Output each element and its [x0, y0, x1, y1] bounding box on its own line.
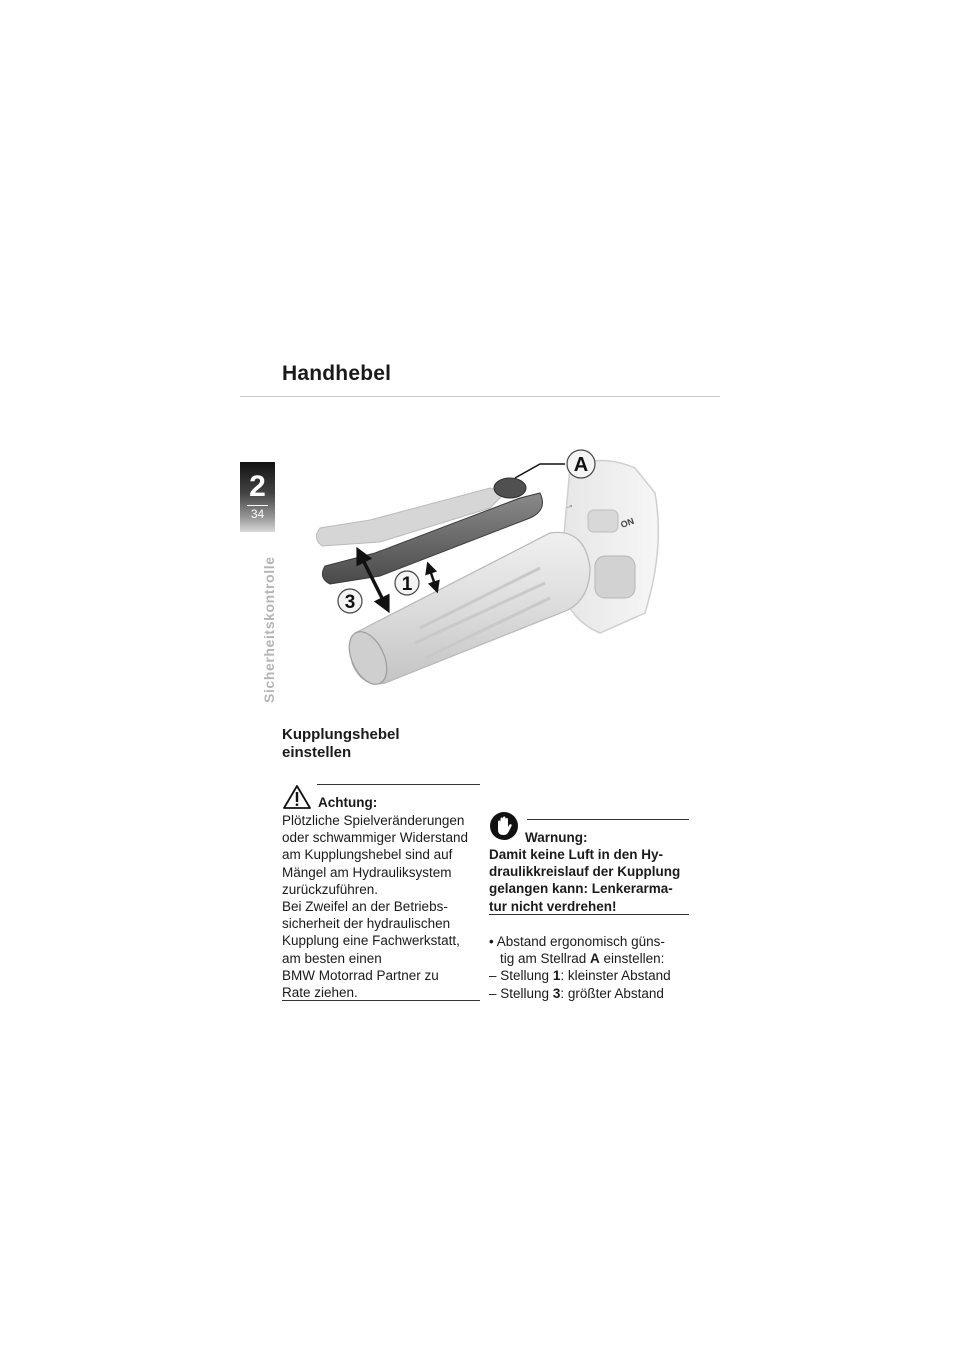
callout-A-leader: [515, 464, 565, 478]
caution-bottom-rule: [282, 1000, 480, 1001]
caution-line: Plötzliche Spielveränderungen: [282, 813, 465, 828]
chapter-number: 2: [249, 470, 266, 503]
option-text: Stellung: [500, 968, 553, 984]
dash: –: [489, 985, 497, 1001]
warning-line: gelangen kann: Lenkerarma-: [489, 881, 673, 897]
option-text: : kleinster Abstand: [560, 968, 671, 984]
warning-line: Damit keine Luft in den Hy-: [489, 847, 664, 862]
warning-top-rule: [527, 819, 689, 820]
section-heading: [282, 726, 482, 762]
caution-line: am Kupplungshebel sind auf: [282, 847, 453, 863]
warning-line: tur nicht verdrehen!: [489, 898, 617, 914]
caution-text: [282, 812, 482, 1001]
step-text: tig am Stellrad: [500, 951, 591, 967]
option-position-3: [489, 985, 699, 1002]
instruction-step: [489, 933, 699, 950]
caution-line: sicherheit der hydraulischen: [282, 916, 451, 932]
switch-label-1: →: [562, 498, 576, 512]
caution-line: oder schwammiger Widerstand: [282, 830, 469, 846]
step-text: Abstand ergonomisch güns-: [496, 934, 665, 949]
switch-label-2: ON: [619, 515, 636, 530]
switch-button-upper: [588, 510, 618, 532]
caution-icon: [282, 784, 312, 810]
option-position-1: [489, 967, 699, 984]
callout-3: 3: [344, 592, 356, 613]
section-heading-line-2: einstellen: [282, 744, 352, 761]
key-3: 3: [552, 985, 561, 1001]
key-1: 1: [552, 968, 561, 984]
caution-label: Achtung:: [318, 795, 378, 810]
adjuster-wheel: [494, 478, 526, 498]
callout-1: 1: [401, 574, 413, 595]
instruction-list: [489, 933, 699, 1002]
title-divider: [240, 396, 720, 397]
option-text: : größter Abstand: [560, 985, 664, 1001]
step-text: einstellen:: [599, 951, 665, 967]
chapter-side-label: Sicherheitskontrolle: [261, 556, 277, 703]
chapter-tab-divider: [247, 505, 268, 506]
instruction-step-continued: [489, 950, 699, 967]
caution-top-rule: [317, 784, 480, 785]
key-A: A: [590, 951, 600, 967]
switch-button-lower: [595, 556, 635, 598]
warning-hand-icon: [489, 811, 519, 841]
bullet: •: [489, 934, 494, 949]
distance-arrow-1: [428, 564, 437, 591]
caution-line: Kupplung eine Fachwerkstatt,: [282, 933, 460, 949]
caution-line: Rate ziehen.: [282, 985, 358, 1001]
page-number: 34: [250, 507, 265, 521]
caution-line: zurückzuführen.: [282, 881, 379, 897]
warning-bottom-rule: [489, 914, 689, 915]
caution-line: am besten einen: [282, 950, 382, 966]
caution-line: BMW Motorrad Partner zu: [282, 967, 439, 983]
warning-label: Warnung:: [525, 830, 588, 845]
dash: –: [489, 968, 497, 984]
option-text: Stellung: [500, 985, 553, 1001]
warning-text: [489, 846, 694, 915]
section-heading-line-1: Kupplungshebel: [282, 726, 400, 743]
warning-line: draulikkreislauf der Kupplung: [489, 864, 681, 880]
callout-A: A: [573, 454, 589, 476]
caution-line: Bei Zweifel an der Betriebs-: [282, 899, 448, 915]
page-title: Handhebel: [282, 362, 392, 385]
handlebar-illustration: [300, 438, 670, 693]
caution-line: Mängel am Hydrauliksystem: [282, 864, 452, 880]
